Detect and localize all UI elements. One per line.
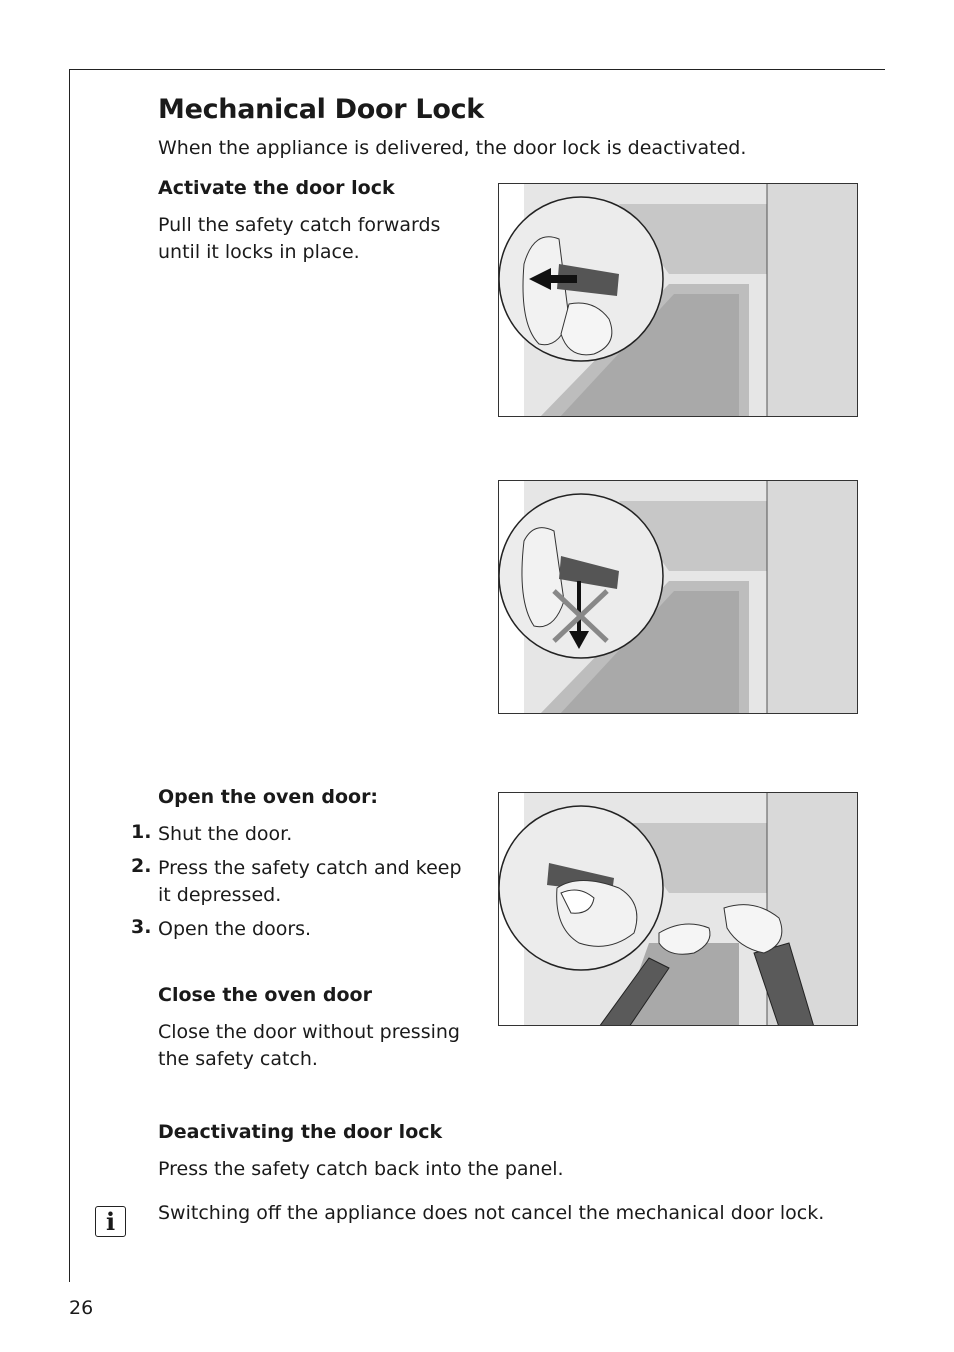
step-1-line-1: Shut the door.: [158, 823, 293, 845]
step-1-text: [158, 821, 478, 848]
deactivate-heading: Deactivating the door lock: [158, 1121, 443, 1143]
step-3-line-1: Open the doors.: [158, 918, 312, 940]
page-title: Mechanical Door Lock: [158, 94, 484, 125]
open-door-heading: Open the oven door:: [158, 786, 379, 808]
close-door-heading: Close the oven door: [158, 984, 372, 1006]
close-door-text-line-1: Close the door without pressing: [158, 1021, 460, 1043]
info-icon: i: [95, 1206, 126, 1237]
top-rule: [69, 69, 885, 70]
info-note-text: Switching off the appliance does not cancel the mechanical door lock.: [158, 1202, 825, 1224]
step-2-text: [158, 855, 478, 909]
left-rule: [69, 69, 70, 1282]
illustration-catch-blocked: [498, 480, 858, 714]
activate-text-line-1: Pull the safety catch forwards: [158, 214, 441, 236]
illustration-open-doors: [498, 792, 858, 1026]
activate-heading: Activate the door lock: [158, 177, 395, 199]
step-number-1: 1.: [131, 821, 152, 843]
step-3-text: [158, 916, 478, 943]
illustration-pull-catch: [498, 183, 858, 417]
deactivate-text: Press the safety catch back into the panel.: [158, 1158, 564, 1180]
close-door-text-line-2: the safety catch.: [158, 1048, 318, 1070]
activate-text-line-2: until it locks in place.: [158, 241, 360, 263]
page-number: 26: [69, 1297, 94, 1319]
intro-text: When the appliance is delivered, the door lock is deactivated.: [158, 137, 747, 159]
step-number-3: 3.: [131, 916, 152, 938]
step-2-line-2: it depressed.: [158, 884, 282, 906]
step-2-line-1: Press the safety catch and keep: [158, 857, 462, 879]
step-number-2: 2.: [131, 855, 152, 877]
